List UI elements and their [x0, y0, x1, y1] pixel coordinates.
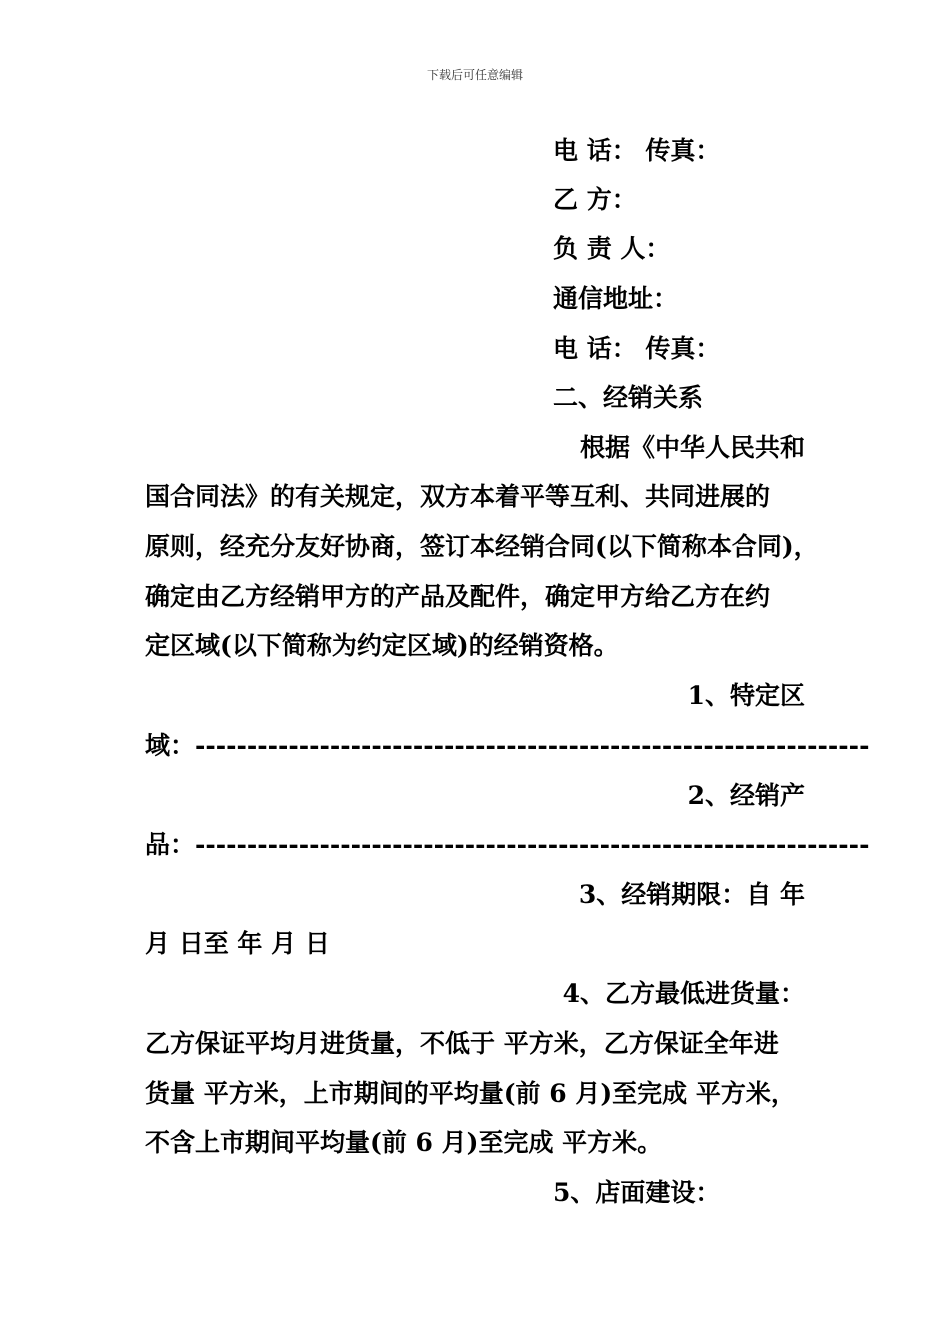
- party-b-label: 乙 方：: [553, 185, 637, 214]
- party-a-phone-fax: 电 话： 传真：: [553, 136, 721, 165]
- item-2-product-field: 品：-----------------------------------------------------------------: [145, 830, 870, 859]
- paragraph-line: 原则，经充分友好协商，签订本经销合同(以下简称本合同)，: [145, 532, 819, 561]
- item-4-title: 4、乙方最低进货量：: [562, 979, 805, 1008]
- item-4-line: 不含上市期间平均量(前 6 月)至完成 平方米。: [145, 1128, 663, 1157]
- paragraph-line: 确定由乙方经销甲方的产品及配件，确定甲方给乙方在约: [145, 582, 771, 611]
- item-1-title: 1、特定区: [687, 681, 805, 710]
- section-heading-distribution: 二、经销关系: [553, 383, 704, 412]
- paragraph-line: 根据《中华人民共和: [579, 433, 805, 462]
- page-header-watermark: 下载后可任意编辑: [426, 68, 523, 82]
- paragraph-line: 国合同法》的有关规定，双方本着平等互利、共同进展的: [145, 482, 771, 511]
- party-b-address: 通信地址：: [553, 284, 679, 313]
- item-4-line: 乙方保证平均月进货量，不低于 平方米，乙方保证全年进: [145, 1029, 779, 1058]
- item-3-period: 月 日至 年 月 日: [145, 929, 330, 958]
- item-1-region-field: 域：-----------------------------------------------------------------: [145, 731, 870, 760]
- item-4-line: 货量 平方米，上市期间的平均量(前 6 月)至完成 平方米，: [145, 1079, 796, 1108]
- party-b-person-in-charge: 负 责 人：: [553, 234, 671, 263]
- paragraph-line: 定区域(以下简称为约定区域)的经销资格。: [145, 631, 619, 660]
- item-5-title: 5、店面建设：: [553, 1178, 721, 1207]
- party-b-phone-fax: 电 话： 传真：: [553, 334, 721, 363]
- item-3-title: 3、经销期限：自 年: [578, 880, 805, 909]
- item-2-title: 2、经销产: [687, 781, 805, 810]
